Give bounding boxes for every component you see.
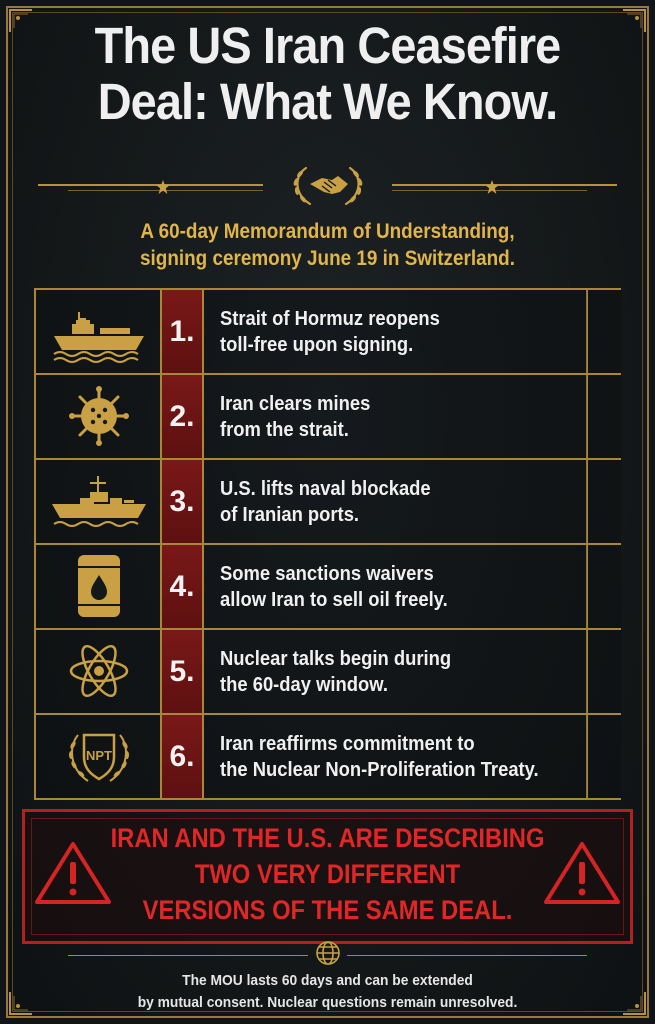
item-number: 2.	[162, 375, 204, 458]
item-text	[220, 460, 588, 543]
item-text-line-1: Strait of Hormuz reopens	[220, 307, 440, 330]
item-number: 6.	[162, 715, 204, 798]
item-text	[220, 715, 588, 798]
globe-icon	[315, 940, 341, 966]
npt-label: NPT	[86, 748, 112, 763]
item-text-line-1: Iran clears mines	[220, 392, 371, 415]
atom-icon	[34, 630, 162, 713]
list-item	[34, 460, 621, 545]
item-text-line-2: of Iranian ports.	[220, 503, 360, 526]
star-icon	[156, 180, 170, 194]
warship-icon	[34, 460, 162, 543]
handshake-laurel-icon	[276, 160, 380, 210]
naval-mine-icon	[34, 375, 162, 458]
subtitle	[33, 218, 623, 272]
list-item	[34, 375, 621, 460]
npt-laurel-icon	[34, 715, 162, 798]
footer-line-1: The MOU lasts 60 days and can be extended	[182, 972, 473, 989]
item-text-line-1: U.S. lifts naval blockade	[220, 477, 431, 500]
item-text-line-2: toll-free upon signing.	[220, 333, 414, 356]
item-text	[220, 630, 588, 713]
subtitle-line-1: A 60-day Memorandum of Understanding,	[140, 220, 515, 243]
subtitle-line-2: signing ceremony June 19 in Switzerland.	[140, 247, 515, 270]
item-text	[220, 290, 588, 373]
list-item	[34, 545, 621, 630]
item-text-line-2: allow Iran to sell oil freely.	[220, 588, 448, 611]
star-icon	[485, 180, 499, 194]
item-text	[220, 545, 588, 628]
warning-line-2: TWO VERY DIFFERENT	[194, 859, 461, 889]
footer-line-2: by mutual consent. Nuclear questions remain unresolved.	[137, 994, 518, 1011]
warning-line-3: VERSIONS OF THE SAME DEAL.	[142, 895, 513, 925]
item-number: 5.	[162, 630, 204, 713]
list-item	[34, 630, 621, 715]
list-item	[34, 290, 621, 375]
warning-text	[61, 820, 593, 928]
page-title	[26, 18, 629, 130]
footer-note	[26, 970, 629, 1014]
warning-box	[22, 809, 633, 944]
oil-barrel-icon	[34, 545, 162, 628]
title-line-2: Deal: What We Know.	[97, 73, 558, 130]
footer-divider	[38, 940, 617, 970]
item-text-line-2: the Nuclear Non-Proliferation Treaty.	[220, 758, 539, 781]
points-table	[34, 288, 621, 800]
item-text-line-2: the 60-day window.	[220, 673, 389, 696]
item-text-line-1: Nuclear talks begin during	[220, 647, 452, 670]
title-divider	[38, 160, 617, 210]
item-number: 1.	[162, 290, 204, 373]
item-number: 3.	[162, 460, 204, 543]
item-text-line-1: Some sanctions waivers	[220, 562, 434, 585]
title-line-1: The US Iran Ceasefire	[94, 17, 561, 74]
item-text	[220, 375, 588, 458]
item-text-line-1: Iran reaffirms commitment to	[220, 732, 475, 755]
warning-line-1: IRAN AND THE U.S. ARE DESCRIBING	[110, 823, 545, 853]
item-text-line-2: from the strait.	[220, 418, 349, 441]
tanker-ship-icon	[34, 290, 162, 373]
item-number: 4.	[162, 545, 204, 628]
list-item	[34, 715, 621, 800]
